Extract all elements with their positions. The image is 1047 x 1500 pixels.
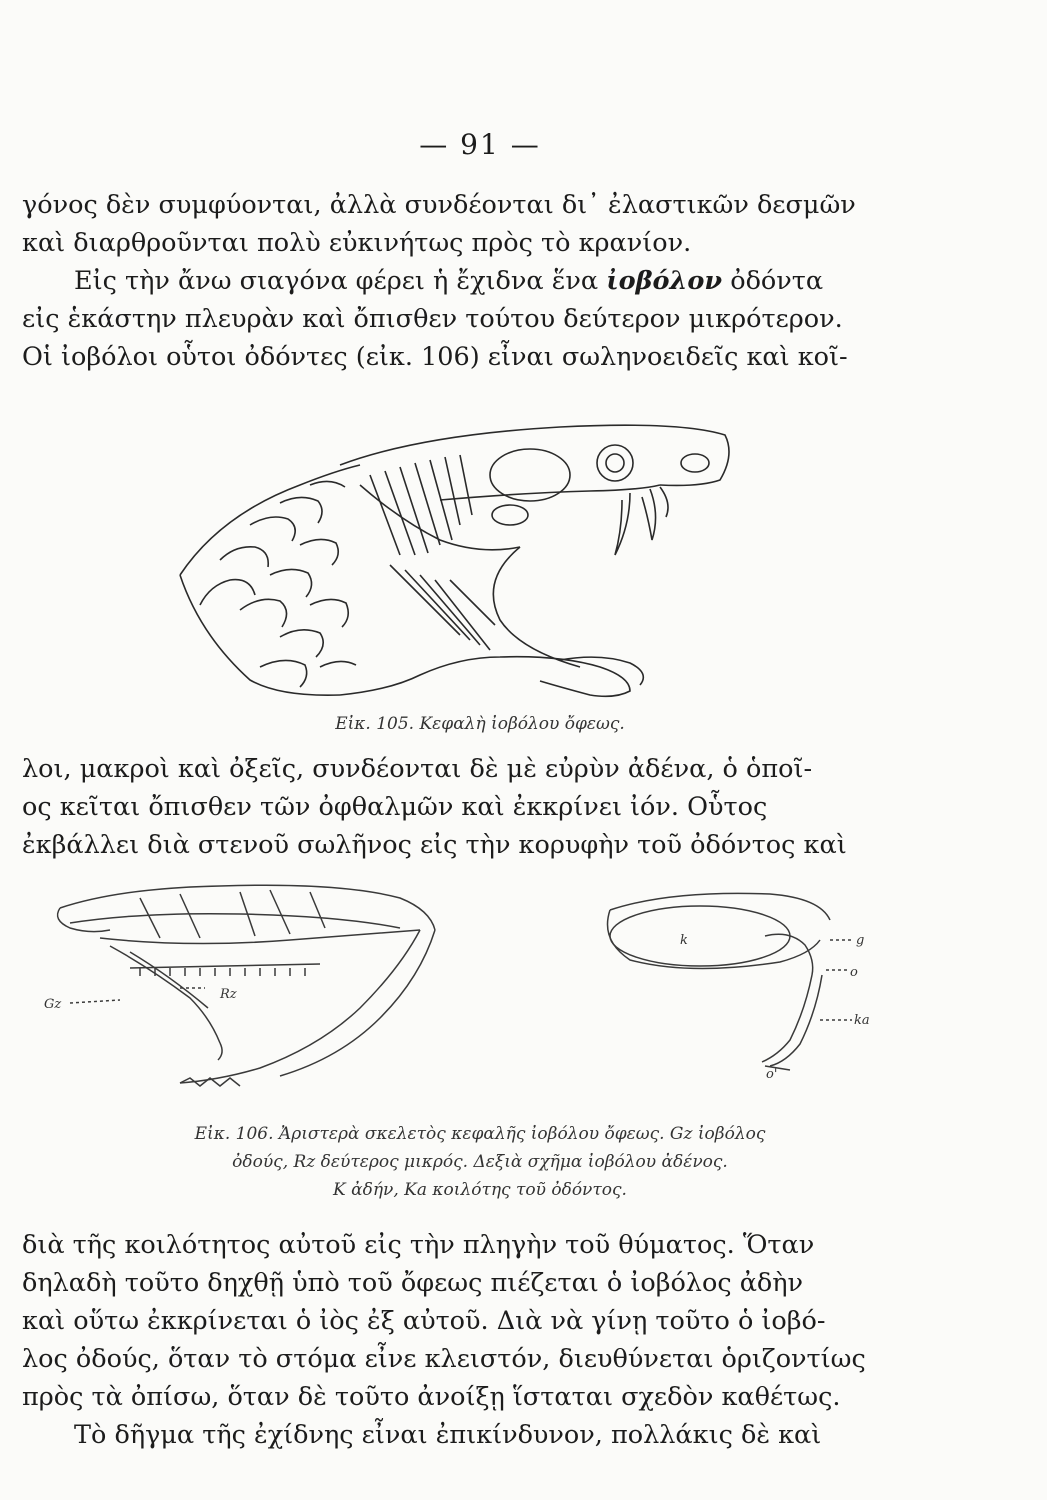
paragraph-1: [22, 186, 882, 262]
figure-106-gland-diagram: [590, 880, 880, 1080]
paragraph-3: [22, 750, 882, 864]
text-line: γόνος δὲν συμφύονται, ἀλλὰ συνδέονται δι᾽ ἐλαστικῶν δεσμῶν: [22, 190, 856, 220]
figure-105-caption: Εἰκ. 105. Κεφαλὴ ἰοβόλου ὄφεως.: [335, 714, 625, 734]
emphasized-term: ἰοβόλον: [606, 266, 723, 296]
page-number: — 91 —: [419, 128, 541, 161]
caption-line: Εἰκ. 106. Ἀριστερὰ σκελετὸς κεφαλῆς ἰοβόλου ὄφεως. Gz ἰοβόλος: [194, 1124, 766, 1144]
label-k: k: [680, 933, 688, 948]
text-line: πρὸς τὰ ὀπίσω, ὅταν δὲ τοῦτο ἀνοίξῃ ἵσταται σχεδὸν καθέτως.: [22, 1382, 841, 1412]
text-line: ος κεῖται ὄπισθεν τῶν ὀφθαλμῶν καὶ ἐκκρίνει ἰόν. Οὗτος: [22, 792, 768, 822]
caption-line: K ἀδήν, Ka κοιλότης τοῦ ὀδόντος.: [333, 1180, 627, 1200]
text-line: [22, 262, 882, 300]
label-ka: ka: [854, 1013, 870, 1028]
text-run: ὀδόντα: [722, 266, 824, 296]
label-gz: Gz: [44, 997, 62, 1012]
text-line: λος ὀδούς, ὅταν τὸ στόμα εἶνε κλειστόν, διευθύνεται ὁριζοντίως: [22, 1344, 866, 1374]
text-run: Εἰς τὴν ἄνω σιαγόνα φέρει ἡ ἔχιδνα ἕνα: [74, 266, 607, 296]
label-o-prime: o': [766, 1067, 778, 1080]
text-line: λοι, μακροὶ καὶ ὀξεῖς, συνδέονται δὲ μὲ εὐρὺν ἀδένα, ὁ ὁποῖ-: [22, 754, 813, 784]
text-line: καὶ διαρθροῦνται πολὺ εὐκινήτως πρὸς τὸ κρανίον.: [22, 228, 692, 258]
paragraph-4: [22, 1226, 882, 1416]
text-line: ἐκβάλλει διὰ στενοῦ σωλῆνος εἰς τὴν κορυφὴν τοῦ ὀδόντος καὶ: [22, 830, 847, 860]
figure-106-skull-skeleton: [40, 868, 460, 1098]
label-rz: Rz: [220, 987, 237, 1002]
label-o: o: [850, 965, 858, 980]
figure-106-caption: [0, 1120, 960, 1204]
text-line: Οἱ ἰοβόλοι οὗτοι ὀδόντες (εἰκ. 106) εἶναι σωληνοειδεῖς καὶ κοῖ-: [22, 342, 848, 372]
text-line: καὶ οὕτω ἐκκρίνεται ὁ ἰὸς ἐξ αὐτοῦ. Διὰ νὰ γίνῃ τοῦτο ὁ ἰοβό-: [22, 1306, 826, 1336]
text-line: διὰ τῆς κοιλότητος αὐτοῦ εἰς τὴν πληγὴν τοῦ θύματος. Ὅταν: [22, 1230, 815, 1260]
figure-105-snake-head: [160, 405, 740, 705]
caption-line: ὀδούς, Rz δεύτερος μικρός. Δεξιὰ σχῆμα ἰοβόλου ἀδένος.: [232, 1152, 728, 1172]
text-line: εἰς ἑκάστην πλευρὰν καὶ ὄπισθεν τούτου δεύτερον μικρότερον.: [22, 304, 843, 334]
label-g: g: [856, 933, 865, 948]
paragraph-5: [22, 1416, 882, 1454]
paragraph-2: [22, 262, 882, 376]
text-line: δηλαδὴ τοῦτο δηχθῇ ὑπὸ τοῦ ὄφεως πιέζεται ὁ ἰοβόλος ἀδὴν: [22, 1268, 804, 1298]
text-line: Τὸ δῆγμα τῆς ἐχίδνης εἶναι ἐπικίνδυνον, πολλάκις δὲ καὶ: [74, 1420, 822, 1450]
